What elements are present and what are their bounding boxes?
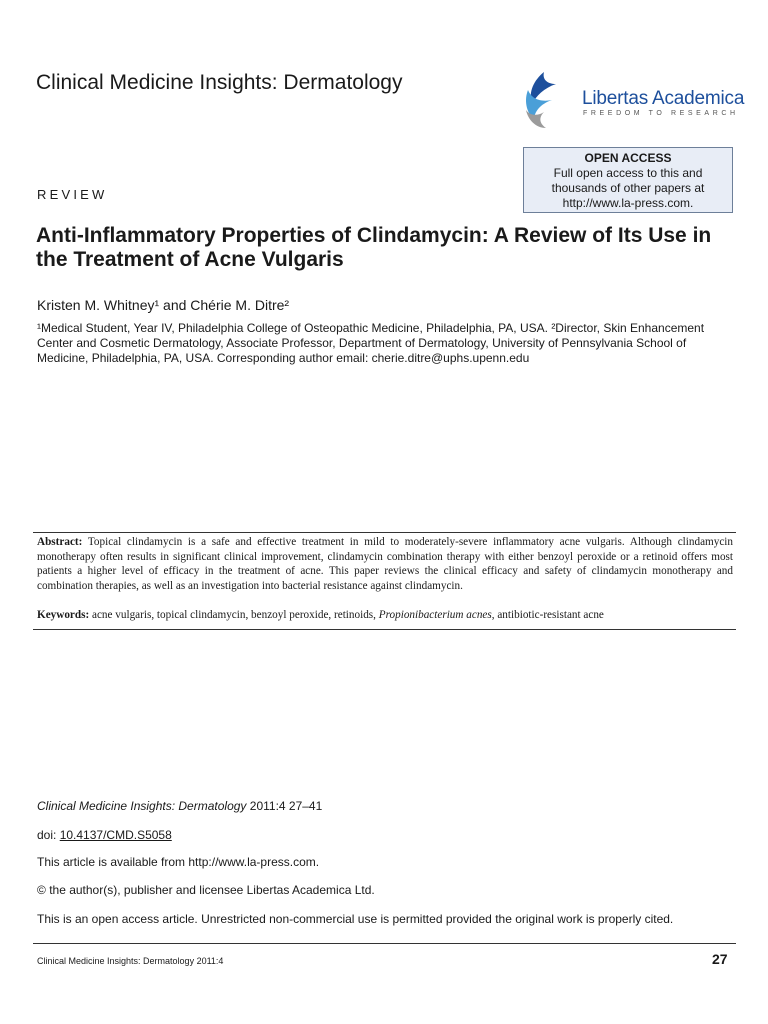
open-access-box: [523, 147, 733, 213]
abstract-text: Topical clindamycin is a safe and effective treatment in mild to moderately-severe inflammatory acne vulgaris. Although clindamycin monotherapy often results in significant clinical improvement, clindamycin combination therapy with either benzoyl peroxide or a retinoid offers most patients a higher level of efficacy in the treatment of acne. This paper reviews the clinical efficacy and safety of clindamycin monotherapy and combination therapies, as well as an investigation into bacterial resistance against clindamycin.: [37, 536, 733, 592]
abstract-top-rule: [33, 532, 736, 533]
abstract: [37, 535, 733, 593]
availability-line: This article is available from http://www.la-press.com.: [37, 855, 320, 869]
article-title: Anti-Inflammatory Properties of Clindamycin: A Review of Its Use in the Treatment of Acne Vulgaris: [36, 224, 712, 271]
open-access-link[interactable]: http://www.la-press.com.: [562, 196, 694, 210]
copyright-text: the author(s), publisher and licensee Libertas Academica Ltd.: [49, 883, 375, 897]
keywords: [37, 608, 733, 622]
abstract-label: Abstract:: [37, 536, 83, 548]
abstract-bottom-rule: [33, 629, 736, 630]
logo-name: Libertas Academica: [582, 88, 745, 109]
copyright-symbol: ©: [37, 883, 46, 897]
page-number: 27: [712, 951, 728, 967]
logo-tagline: FREEDOM TO RESEARCH: [583, 110, 739, 117]
journal-title: Clinical Medicine Insights: Dermatology: [36, 71, 403, 94]
footer-rule: [33, 943, 736, 944]
copyright-line: [37, 883, 375, 897]
keywords-label: Keywords:: [37, 609, 90, 621]
open-access-text-1: Full open access to this and: [553, 166, 703, 180]
author-affiliations: ¹Medical Student, Year IV, Philadelphia College of Osteopathic Medicine, Philadelphia, PA, USA. ²Director, Skin Enhancement Center and Cosmetic Dermatology, Associate Professor, Department of Dermatology, University of Pennsylvania School of Medicine, Philadelphia, PA, USA. Corresponding author email: cherie.ditre@uphs.upenn.edu: [37, 321, 705, 365]
doi-label: doi:: [37, 828, 57, 842]
doi-line: [37, 828, 172, 842]
keywords-text: acne vulgaris, topical clindamycin, benzoyl peroxide, retinoids,: [92, 609, 376, 621]
citation-volume-pages: 2011:4 27–41: [249, 799, 323, 813]
open-access-title: OPEN ACCESS: [584, 151, 672, 165]
keywords-italic-term: Propionibacterium acnes: [378, 609, 492, 621]
authors: Kristen M. Whitney¹ and Chérie M. Ditre²: [37, 297, 290, 313]
article-type-label: REVIEW: [37, 187, 108, 202]
footer-running-title: Clinical Medicine Insights: Dermatology 2011:4: [37, 956, 224, 966]
doi-link[interactable]: 10.4137/CMD.S5058: [59, 828, 172, 842]
open-access-text-2: thousands of other papers at: [551, 181, 705, 195]
keywords-text-end: , antibiotic-resistant acne: [491, 609, 604, 621]
citation-journal: Clinical Medicine Insights: Dermatology: [37, 799, 247, 813]
license-line: This is an open access article. Unrestricted non-commercial use is permitted provided the original work is properly cited.: [37, 912, 674, 926]
citation-line: [37, 799, 322, 813]
